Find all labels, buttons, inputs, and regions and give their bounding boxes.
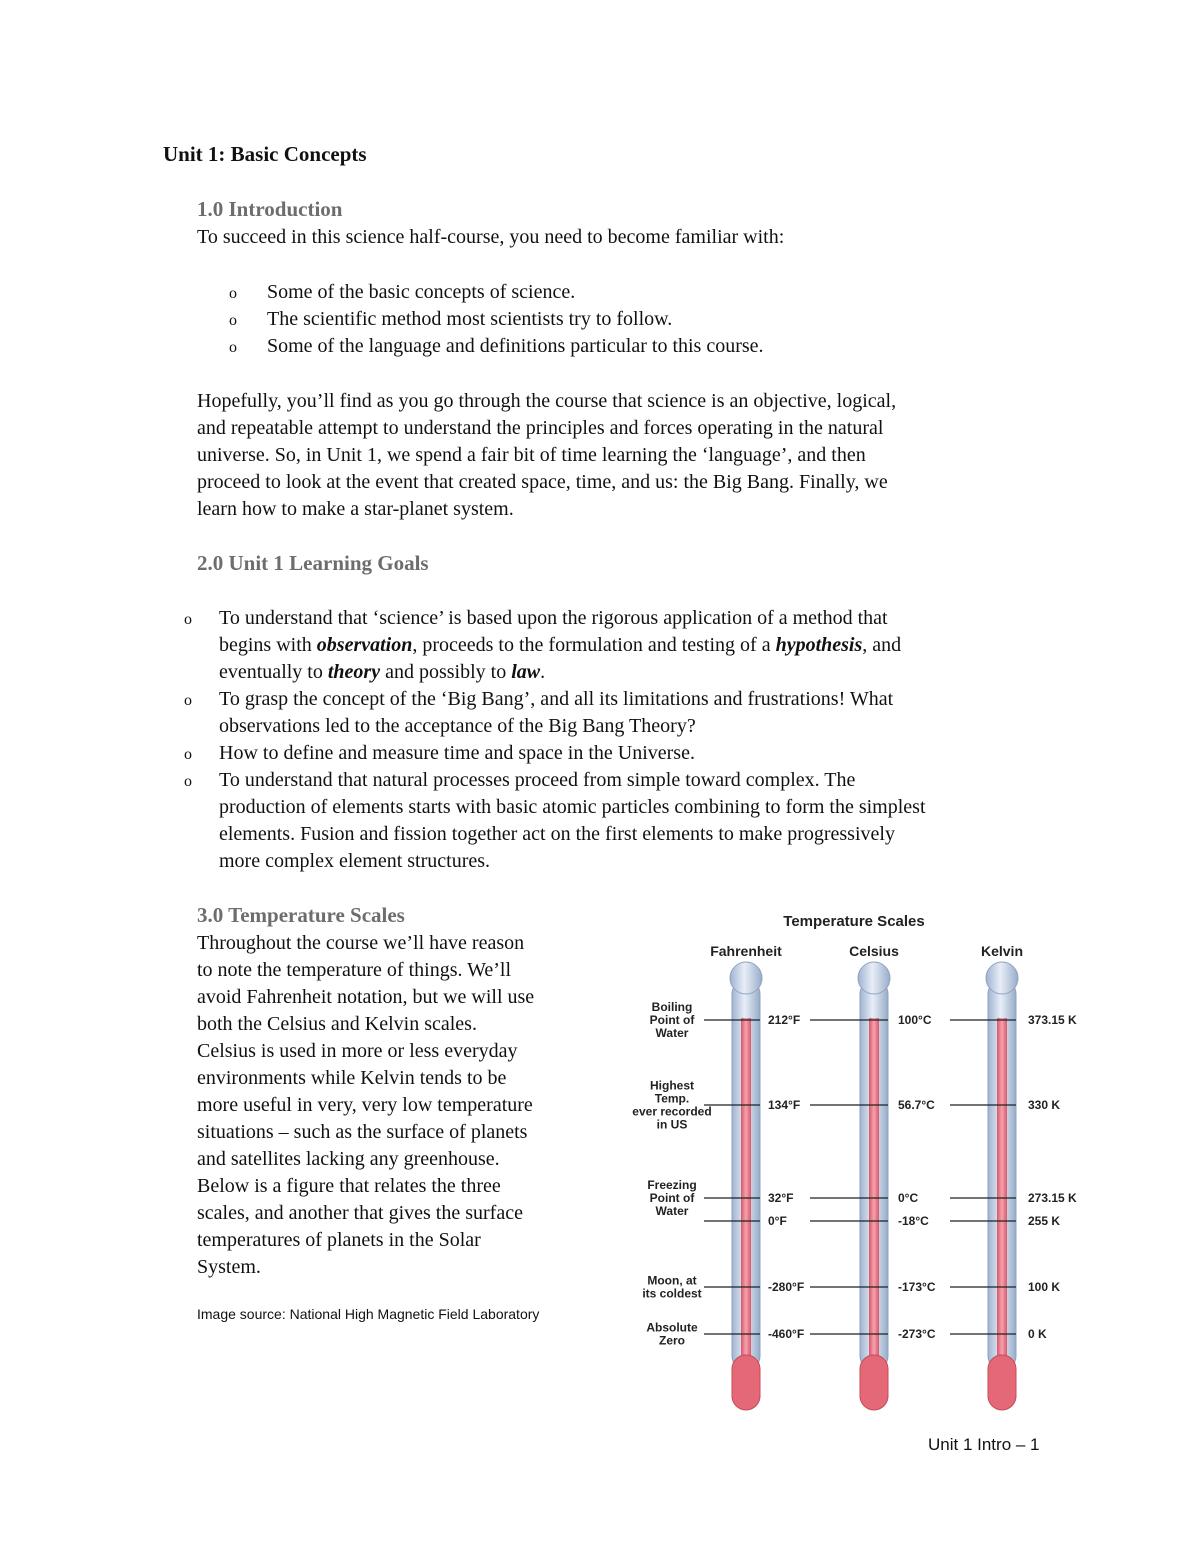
row-label: Water: [655, 1204, 689, 1218]
scale-value: 0°F: [768, 1214, 787, 1228]
unit-title: Unit 1: Basic Concepts: [163, 142, 367, 166]
row-label: Point of: [649, 1191, 695, 1205]
goals-bullet-list: [184, 605, 1084, 875]
scale-value: 255 K: [1028, 1214, 1061, 1228]
intro-paragraph: Hopefully, you’ll find as you go through the course that science is an objective, logical, and repeatable attempt to understand the principles and forces operating in the natural universe. So, in Unit 1, we spend a fair bit of time learning the ‘language’, and then proceed to look at the event that created space, time, and us: the Big Bang. Finally, we learn how to make a star-planet system.: [197, 390, 897, 520]
scale-value: -280°F: [768, 1280, 805, 1294]
image-source-caption: Image source: National High Magnetic Field Laboratory: [197, 1306, 540, 1322]
mercury-column: [869, 1018, 879, 1363]
thermometer-top-knob: [858, 962, 890, 994]
intro-heading: 1.0 Introduction: [197, 197, 343, 221]
scale-value: -173°C: [898, 1280, 936, 1294]
thermometer-bulb: [732, 1355, 760, 1410]
scale-value: 273.15 K: [1028, 1191, 1077, 1205]
list-item: o How to define and measure time and space in the Universe.: [184, 740, 1084, 767]
list-item: o Some of the basic concepts of science.: [229, 279, 764, 306]
goals-heading: 2.0 Unit 1 Learning Goals: [197, 551, 429, 575]
thermometer-bulb: [988, 1355, 1016, 1410]
thermometer-top-knob: [986, 962, 1018, 994]
bullet-circle-icon: o: [229, 285, 237, 302]
row-label: its coldest: [642, 1286, 702, 1301]
row-label: Highest: [649, 1078, 695, 1093]
list-item: o To grasp the concept of the ‘Big Bang’, and all its limitations and frustrations! What observations led to the acceptance of the Big Bang Theory?: [184, 688, 894, 737]
row-label: Point of: [649, 1013, 695, 1027]
bullet-circle-icon: o: [229, 339, 237, 356]
scale-value: -460°F: [768, 1327, 805, 1341]
law-term: law: [511, 661, 541, 683]
scale-value: 0°C: [898, 1191, 919, 1205]
bullet-circle-icon: o: [184, 692, 192, 709]
scale-name: Kelvin: [980, 943, 1024, 959]
list-item: o To understand that natural processes proceed from simple toward complex. The production of elements starts with basic atomic particles combining to form the simplest elements. Fusion and fission together act on the first elements to make progressively more complex element structures.: [184, 769, 926, 872]
scale-value: 0 K: [1028, 1327, 1047, 1341]
list-item: o Some of the language and definitions particular to this course.: [229, 333, 764, 360]
scale-value: 100°C: [898, 1013, 932, 1027]
thermometer-bulb: [860, 1355, 888, 1410]
page-footer: Unit 1 Intro – 1: [928, 1435, 1040, 1454]
mercury-column: [997, 1018, 1007, 1363]
scale-value: 56.7°C: [898, 1098, 935, 1112]
bullet-circle-icon: o: [184, 746, 192, 763]
row-label: Water: [655, 1026, 689, 1040]
bullet-circle-icon: o: [184, 611, 192, 628]
scale-value: -273°C: [898, 1327, 936, 1341]
row-label: Temp.: [654, 1091, 690, 1106]
scale-value: 330 K: [1028, 1098, 1061, 1112]
observation-term: observation: [316, 634, 413, 656]
scale-value: 32°F: [768, 1191, 794, 1205]
mercury-column: [741, 1018, 751, 1363]
temperature-scales-figure: [620, 900, 1100, 1430]
scale-value: 212°F: [768, 1013, 801, 1027]
row-label: Absolute: [646, 1320, 698, 1335]
intro-bullet-list: [229, 279, 764, 360]
row-label: Freezing: [647, 1178, 697, 1192]
list-item: o To understand that ‘science’ is based upon the rigorous application of a method that begins with observation, proceeds to the formulation and testing of a hypothesis, and eventually to theory and possibly to law.: [184, 607, 902, 683]
row-label: Boiling: [651, 1000, 693, 1014]
row-label: Zero: [658, 1333, 686, 1348]
figure-title: Temperature Scales: [783, 913, 925, 930]
theory-term: theory: [327, 661, 381, 683]
bullet-circle-icon: o: [229, 312, 237, 329]
scale-value: 100 K: [1028, 1280, 1061, 1294]
row-label: ever recorded: [632, 1104, 712, 1119]
row-label: Moon, at: [647, 1273, 697, 1288]
row-label: in US: [656, 1117, 688, 1132]
intro-lead: To succeed in this science half-course, you need to become familiar with:: [197, 226, 785, 248]
bullet-circle-icon: o: [184, 773, 192, 790]
scale-value: 134°F: [768, 1098, 801, 1112]
scale-value: -18°C: [898, 1214, 929, 1228]
thermometers: [632, 943, 1077, 1410]
temp-paragraph: Throughout the course we’ll have reason to note the temperature of things. We’ll avoid Fahrenheit notation, but we will use both the Celsius and Kelvin scales. Celsius is used in more or less everyday environments while Kelvin tends to be more useful in very, very low temperature situations – such as the surface of planets and satellites lacking any greenhouse. Below is a figure that relates the three scales, and another that gives the surface temperatures of planets in the Solar System.: [197, 932, 535, 1278]
scale-name: Celsius: [849, 943, 899, 959]
temp-heading: 3.0 Temperature Scales: [197, 903, 405, 927]
list-item: o The scientific method most scientists try to follow.: [229, 306, 764, 333]
hypothesis-term: hypothesis: [775, 634, 863, 656]
scale-value: 373.15 K: [1028, 1013, 1077, 1027]
thermometer-top-knob: [730, 962, 762, 994]
scale-name: Fahrenheit: [710, 943, 782, 959]
